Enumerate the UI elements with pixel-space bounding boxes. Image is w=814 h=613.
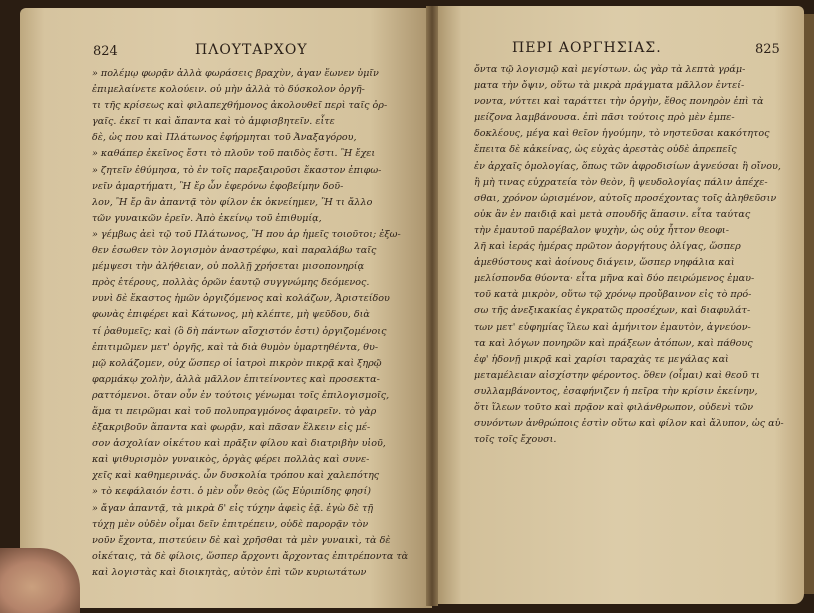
text-line: ὅτι ἵλεων τοῦτο καὶ πρᾷον καὶ φιλάνθρωπον, οὐδενὶ τῶν (474, 401, 754, 413)
book-gutter (426, 6, 438, 606)
text-line: ραττόμενοι. ὅταν οὖν ἐν τούτοις γένωμαι τοῖς ἐπιλογισμοῖς, (92, 389, 390, 401)
text-line: γαῖς. ἐκεῖ τι καὶ ἄπαντα καὶ τὸ ἀμφισβητεῖν. εἶτε (92, 116, 335, 128)
text-line: οὐκ ἂν ἐν παιδιᾷ καὶ μετὰ σπουδῆς ἅπασιν. εἶτα ταύτας (474, 208, 751, 220)
text-line: ἐπιτιμῶμεν μετ' ὀργῆς, καὶ τὰ διὰ θυμὸν ὑμαρτηθέντα, θυ- (92, 341, 379, 353)
text-line: » πολέμῳ φωρᾷν ἀλλὰ φωράσεις βραχὺν, ἀγαν ἕωνεν ὑμῖν (92, 68, 379, 79)
text-line: ἔπειτα δὲ κἀκείνας, ὡς εὐχὰς ἀρεστὰς οὐδὲ ἀπρεπεῖς (474, 144, 737, 156)
text-line: μείζονα λαμβάνουσα. ἐπὶ πᾶσι τούτοις πρὸ μὲν ἐμπε- (474, 112, 735, 124)
text-line: μῷ κολάζομεν, οὐχ ὥσπερ οἱ ἰατροὶ πικρὸν πικρᾷ καὶ ξηρῷ (92, 357, 382, 369)
page-edges (804, 14, 814, 594)
text-line: μέμψεσι τὴν ἀλήθειαν, οὐ πολλῇ χρήσεται μισοπονηρίᾳ (92, 261, 365, 273)
text-line: σθαι, χρόνον ὡρισμένον, αὐτοῖς προσέχοντας τοῖς ἀληθεῦσιν (474, 192, 777, 204)
text-line: ματα τὴν ὄψιν, οὕτω τὰ μικρὰ πράγματα μᾶλλον ἐντεί- (474, 80, 745, 92)
text-line: » ζητεῖν ἐθύμησα, τὸ ἐν τοῖς παρεξαιροῦσι ἕκαστον ἐπιφω- (92, 164, 382, 176)
text-line: σω τῆς ἀνεξικακίας ἐγκρατῶς προσέχων, καὶ διαφυλάτ- (474, 305, 751, 317)
text-line: θεν ἐσωθεν τὸν λογισμὸν ἀναστρέφω, καὶ παραλάβω ταῖς (92, 245, 377, 257)
text-line: μελίσπονδα θύοντα· εἶτα μῆνα καὶ δύο πειρώμενος ἐμαυ- (474, 273, 755, 285)
text-line: φαρμάκῳ χολὴν, ἀλλὰ μᾶλλον ἐπιτείνοντες καὶ προσεκτα- (92, 373, 380, 385)
text-line: πρὸς ἑτέρους, πολλὰς ὁρῶν ἑαυτῷ συγγνώμης δεόμενος. (92, 277, 370, 289)
text-line: ἀμεθύστους καὶ ἀοίνους διάγειν, ὥσπερ νηφάλια καὶ (474, 257, 735, 269)
text-line: τα καὶ λόγων πονηρῶν καὶ πράξεων ἀτόπων, καὶ πάθους (474, 337, 753, 349)
text-line: καὶ λογιστὰς καὶ διοικητὰς, αὐτὸν ἐπὶ τῶν κυριωτάτων (92, 566, 367, 578)
text-line: χεῖς καὶ καθημερινάς. ὧν δυσκολία τρόπου καὶ χαλεπότης (92, 470, 380, 482)
text-line: ἐν ἀρχαῖς ὁμολογίας, ὅπως τῶν ἀφροδισίων ἀγνεύσαι ἢ οἴνου, (474, 160, 781, 172)
text-line: συνόντων ἀνθρώποις ἐστὶν οὕτω καὶ φίλον καὶ ἄλυπον, ὡς αὐ- (474, 418, 784, 430)
text-line: δὲ, ὡς που καὶ Πλάτωνος ἐφήρμηται τοῦ Ἀναξαγόρου, (92, 132, 357, 144)
text-line: τοῦ κατὰ μικρὸν, οὕτω τῷ χρόνῳ προὔβαινον εἰς τὸ πρό- (474, 289, 752, 301)
text-line: ὄντα τῷ λογισμῷ καὶ μεγίστων. ὡς γὰρ τὰ λεπτὰ γράμ- (474, 64, 746, 75)
text-line: τῶν γυναικῶν ἐρεῖν. Ἀπὸ ἐκείνῳ τοῦ ἐπιθυμίᾳ, (92, 212, 322, 224)
text-line: τοῖς τοῖς ἔχουσι. (474, 434, 557, 446)
text-line: » γέμβως ἀεὶ τῷ τοῦ Πλάτωνος, Ἢ που ἀρ ἡμεῖς τοιοῦτοι; ἐξω- (92, 228, 401, 240)
text-line: » τὸ κεφάλαιόν ἐστι. ὁ μὲν οὖν θεὸς (ὥς Εὐριπίδης φησί) (92, 486, 371, 498)
text-line: » ἄγαν ἀπαντᾷ, τὰ μικρὰ δ' εἰς τύχην ἀφεὶς ἐᾷ. ἐγὼ δὲ τῇ (92, 502, 374, 514)
text-line: λον, Ἢ ἔρ ἂν ἀπαντᾷ τὸν φίλον ἐκ ὀκνείημεν, Ἢ τι ἄλλο (92, 196, 373, 208)
left-text-column (92, 66, 422, 581)
text-line: δοκλέους, μέγα καὶ θεῖον ἡγούμην, τὸ νηστεῦσαι κακότητος (474, 128, 770, 140)
right-page-number: 825 (755, 42, 780, 57)
text-line: μεταμέλειαν αἰσχίστην φέροντος. ὅθεν (οἶμαι) καὶ θεοῦ τι (474, 369, 760, 381)
text-line: τι τῆς κρίσεως καὶ φιλαπεχθήμονος ἀκολουθεῖ περὶ ταῖς ὀρ- (92, 100, 388, 112)
text-line: » καθάπερ ἐκεῖνος ἔστι τὸ πλοῦν τοῦ παιδὸς ἔστι. Ἢ ἔχει (92, 148, 376, 160)
text-line: ἅμα τι πειρῶμαι καὶ τοῦ πολυπραγμόνος ἀφαιρεῖν. τὸ γὰρ (92, 405, 377, 417)
text-line: νοντα, νύττει καὶ ταράττει τὴν ὀργὴν, ἔθος πονηρὸν ἐπὶ τὰ (474, 96, 764, 108)
text-line: νοῦν ἔχοντα, πιστεύειν δὲ καὶ χρῆσθαι τὰ μὲν γυναικὶ, τὰ δὲ (92, 534, 391, 546)
left-page-number: 824 (93, 44, 118, 59)
text-line: ἐξακριβοῦν ἅπαντα καὶ φωρᾷν, καὶ πᾶσαν ἕλκειν εἰς μέ- (92, 422, 371, 434)
right-running-head: ΠΕΡΙ ΑΟΡΓΗΣΙΑΣ. (512, 40, 662, 56)
text-line: νεῖν ἁμαρτήματι, Ἢ ἔρ ὧν ἐφερόνω ἐφοβείμην δοῦ- (92, 180, 344, 192)
text-line: φωνὰς ἐπιφέρει καὶ Κάτωνος, μὴ κλέπτε, μὴ ψεῦδου, διὰ (92, 309, 370, 321)
text-line: τύχῃ μὲν οὐδὲν οἶμαι δεῖν ἐπιτρέπειν, οὐδὲ παρορᾷν τὸν (92, 518, 369, 530)
text-line: ἐφ' ἡδονῇ μικρᾷ καὶ χαρίσι ταραχὰς τε μεγάλας καὶ (474, 353, 729, 365)
text-line: σον ἀσχολίαν οἰκέτου καὶ πρᾶξιν φίλου καὶ διατριβὴν υἱοῦ, (92, 438, 386, 450)
text-line: λῆ καὶ ἱεράς ἡμέρας πρῶτον ἀοργήτους ὀλίγας, ὥσπερ (474, 241, 741, 253)
text-line: συλλαμβάνοντος, ἐσαφήνιζεν ἡ πεῖρα τὴν κρίσιν ἐκείνην, (474, 385, 758, 397)
text-line: νυνὶ δὲ ἕκαστος ἡμῶν ὀργιζόμενος καὶ κολάζων, Ἀριστείδου (92, 293, 390, 305)
text-line: οἰκέταις, τὰ δὲ φίλοις, ὥσπερ ἄρχοντι ἄρχοντας ἐπιτρέποντα τὰ (92, 550, 409, 562)
text-line: καὶ ψιθυρισμὸν γυναικὸς, ὀργὰς φέρει πολλὰς καὶ συνε- (92, 454, 370, 466)
left-running-head: ΠΛΟΥΤΑΡΧΟΥ (195, 42, 308, 58)
text-line: ἢ μὴ τινας εὐχρατεία τὸν θεὸν, ἢ ψευδολογίας πάλιν ἀπέχε- (474, 176, 768, 188)
text-line: τί ῥαθυμεῖς; καὶ (ὃ δὴ πάντων αἴσχιστόν ἐστι) ὀργιζομένοις (92, 325, 387, 337)
right-text-column (474, 62, 786, 448)
text-line: τὴν ἐμαυτοῦ παρέβαλον ψυχὴν, ὡς οὐχ ἧττον θεοφι- (474, 224, 729, 236)
text-line: των μετ' εὐφημίας ἵλεω καὶ ἀμήνιτον ἑμαυτὸν, ἁγνεύον- (474, 321, 751, 333)
text-line: ἐπιμελαίνετε κολούειν. οὐ μὴν ἀλλὰ τὸ δύσκολον ὀργῆ- (92, 84, 365, 96)
